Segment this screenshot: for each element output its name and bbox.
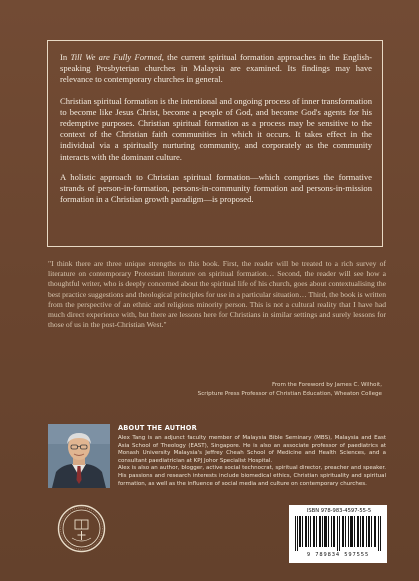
about-paragraph-2: Alex is also an author, blogger, active social technocrat, spiritual director, preacher and speaker. His passions and research interests include biomedical ethics, Christian spirituality and spiritual formation, as well as the influence of social media and culture on contemporary churches. [118, 465, 386, 487]
blurb-paragraph-2: Christian spiritual formation is the intentional and ongoing process of inner transformation to become like Jesus Christ, become a people of God, and become God's agents for his redemptive purposes. Christian spiritual formation as a process may be sensitive to the context of the Christian faith communities in which it occurs. It takes effect in the individual via a spiritually nurturing community, and corporately as the community interacts with the dominant culture. [60, 95, 372, 162]
blurb-paragraph-3: A holistic approach to Christian spiritual formation—which comprises the formative strands of person-in-formation, persons-in-community formation and persons-in-mission formation in a Christian growth paradigm—is proposed. [60, 171, 372, 205]
attribution-line-1: From the Foreword by James C. Wilhoit, [272, 382, 382, 388]
book-title: Till We are Fully Formed [70, 52, 162, 62]
attribution-line-2: Scripture Press Professor of Christian Education, Wheaton College [197, 391, 382, 397]
endorsement-quote: "I think there are three unique strengths to this book. First, the reader will be treated to a rich survey of literature on contemporary Protestant literature on spiritual formation… Second, the reader will see how a thoughtful writer, who is deeply concerned about the spiritual life of his church, goes about contextualising the best practice suggestions and theological principles for use in a particular situation… Third, the book is written from the perspective of an ethnic and religious minority person. This is not a cultural reality that I have had much direct experience with, but there are lessons here for Christians in similar settings and surely lessons for those of us in the post-Christian West." [48, 259, 386, 330]
author-photo [48, 424, 110, 488]
barcode-bars [293, 516, 383, 551]
blurb [60, 52, 372, 214]
barcode [289, 505, 387, 563]
blurb-paragraph-1: In Till We are Fully Formed, the current spiritual formation approaches in the English-speaking Presbyterian churches in Malaysia are examined. Its findings may have relevance to contemporary churches in general. [60, 52, 372, 85]
barcode-number: 9 789834 597555 [306, 552, 370, 558]
quote-attribution [82, 381, 382, 399]
publisher-seal-logo [57, 504, 106, 553]
about-author-heading: ABOUT THE AUTHOR [118, 424, 197, 432]
isbn-label: ISBN 978-983-4597-55-5 [306, 508, 372, 514]
about-author-text [118, 435, 386, 488]
about-paragraph-1: Alex Tang is an adjunct faculty member of Malaysia Bible Seminary (MBS), Malaysia and East Asia School of Theology (EAST), Singapore. He is also an associate professor of paediatrics at Monash University Malaysia's Jeffrey Cheah School of Medicine and Health Sciences, and a consultant paediatrician at KPJ Johor Specialist Hospital. [118, 435, 386, 464]
